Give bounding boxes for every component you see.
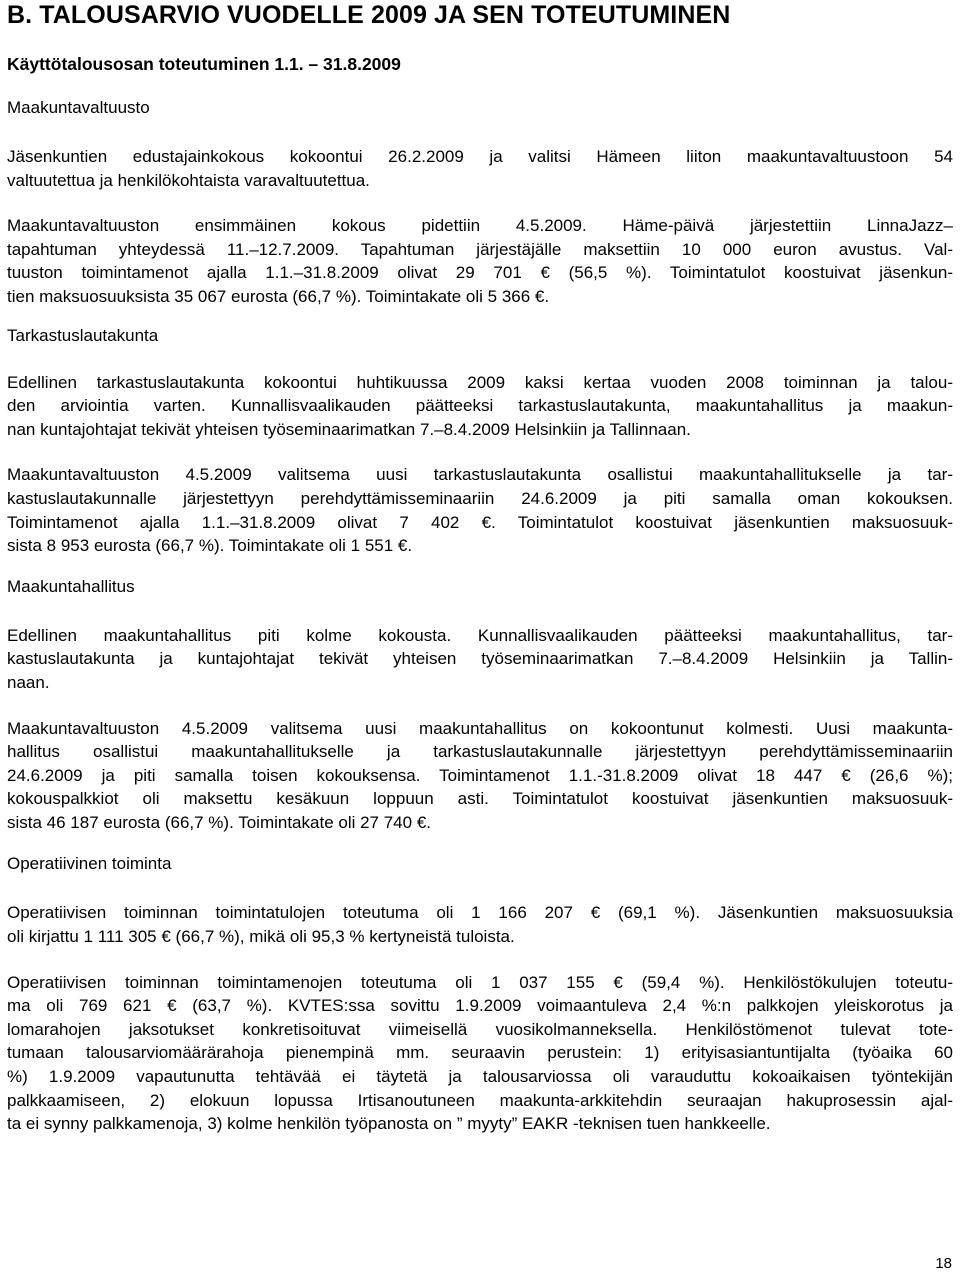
paragraph-line: kastuslautakunnalle järjestettyyn perehdyttämisseminaariin 24.6.2009 ja piti samalla oman kokouksen. xyxy=(7,488,953,508)
paragraph-line: hallitus osallistui maakuntahallitukselle ja tarkastuslautakunnalle järjestettyyn perehdyttämisseminaariin xyxy=(7,742,953,762)
paragraph xyxy=(7,145,953,192)
section-title: Tarkastuslautakunta xyxy=(7,325,159,345)
paragraph xyxy=(7,463,953,557)
paragraph-line: Jäsenkuntien edustajainkokous kokoontui 26.2.2009 ja valitsi Hämeen liiton maakuntavaltuustoon 54 xyxy=(7,147,953,166)
paragraph-line: 24.6.2009 ja piti samalla toisen kokouksensa. Toimintamenot 1.1.-31.8.2009 olivat 18 447 € (26,6 %); xyxy=(7,765,953,785)
page-heading: B. TALOUSARVIO VUODELLE 2009 JA SEN TOTEUTUMINEN xyxy=(7,1,731,29)
paragraph-line: tien maksuosuuksista 35 067 eurosta (66,7 %). Toimintakate oli 5 366 €. xyxy=(7,286,550,306)
paragraph-line: naan. xyxy=(7,672,50,692)
paragraph-line: valtuutettua ja henkilökohtaista varavaltuutettua. xyxy=(7,170,370,190)
paragraph-line: Edellinen tarkastuslautakunta kokoontui huhtikuussa 2009 kaksi kertaa vuoden 2008 toiminnan ja talou- xyxy=(7,372,953,392)
paragraph-line: tumaan talousarviomäärärahoja pienempinä mm. seuraavin perustein: 1) erityisasiantuntijalta (työaika 60 xyxy=(7,1043,953,1063)
paragraph-line: %) 1.9.2009 vapautunutta tehtävää ei täytetä ja talousarviossa oli varauduttu kokoaikaisen työntekijän xyxy=(7,1067,953,1087)
paragraph-line: kastuslautakunta ja kuntajohtajat tekivät yhteisen työseminaarimatkan 7.–8.4.2009 Helsinkiin ja Tallin- xyxy=(7,649,953,669)
paragraph-line: Operatiivisen toiminnan toimintamenojen toteutuma oli 1 037 155 € (59,4 %). Henkilöstökulujen toteutu- xyxy=(7,972,953,992)
paragraph-line: Edellinen maakuntahallitus piti kolme kokousta. Kunnallisvaalikauden päätteeksi maakuntahallitus, tar- xyxy=(7,625,953,645)
paragraph-line: nan kuntajohtajat tekivät yhteisen työseminaarimatkan 7.–8.4.2009 Helsinkiin ja Tallinnaan. xyxy=(7,419,691,439)
paragraph-line: tuuston toimintamenot ajalla 1.1.–31.8.2009 olivat 29 701 € (56,5 %). Toimintatulot koostuivat jäsenkun- xyxy=(7,263,953,283)
document-page xyxy=(7,0,953,1136)
section-title: Maakuntavaltuusto xyxy=(7,98,150,117)
paragraph-line: kokouspalkkiot oli maksettu kesäkuun loppuun asti. Toimintatulot koostuivat jäsenkuntien maksuosuuk- xyxy=(7,789,953,809)
paragraph xyxy=(7,901,953,948)
paragraph-line: sista 46 187 eurosta (66,7 %). Toimintakate oli 27 740 €. xyxy=(7,812,431,832)
paragraph-line: ma oli 769 621 € (63,7 %). KVTES:ssa sovittu 1.9.2009 voimaantuleva 2,4 %:n palkkojen yleiskorotus ja xyxy=(7,996,953,1016)
paragraph-line: Maakuntavaltuuston 4.5.2009 valitsema uusi tarkastuslautakunta osallistui maakuntahallitukselle ja tar- xyxy=(7,465,953,485)
document-body xyxy=(7,97,953,1136)
paragraph xyxy=(7,971,953,1136)
section-title: Maakuntahallitus xyxy=(7,576,135,596)
paragraph-line: lomarahojen jaksotukset konkretisoituvat viimeisellä vuosikolmanneksella. Henkilöstömenot tulevat tote- xyxy=(7,1019,953,1039)
paragraph-line: Operatiivisen toiminnan toimintatulojen toteutuma oli 1 166 207 € (69,1 %). Jäsenkuntien maksuosuuksia xyxy=(7,903,953,923)
paragraph-line: Toimintamenot ajalla 1.1.–31.8.2009 olivat 7 402 €. Toimintatulot koostuivat jäsenkuntien maksuosuuk- xyxy=(7,512,953,532)
paragraph-line: sista 8 953 eurosta (66,7 %). Toimintakate oli 1 551 €. xyxy=(7,536,413,556)
section-title: Operatiivinen toiminta xyxy=(7,854,172,874)
paragraph-line: tapahtuman yhteydessä 11.–12.7.2009. Tapahtuman järjestäjälle maksettiin 10 000 euron avustus. Val- xyxy=(7,239,953,259)
paragraph-line: palkkaamiseen, 2) elokuun lopussa Irtisanoutuneen maakunta-arkkitehdin seuraajan hakuprosessin ajal- xyxy=(7,1090,953,1110)
paragraph xyxy=(7,214,953,308)
paragraph xyxy=(7,371,953,442)
paragraph xyxy=(7,717,953,835)
paragraph-line: den arviointia varten. Kunnallisvaalikauden päätteeksi tarkastuslautakunta, maakuntahallitus ja maakun- xyxy=(7,396,953,416)
page-subheading: Käyttötalousosan toteutuminen 1.1. – 31.8.2009 xyxy=(7,54,401,74)
paragraph-line: ta ei synny palkkamenoja, 3) kolme henkilön työpanosta on ” myyty” EAKR -teknisen tuen hankkeelle. xyxy=(7,1114,771,1134)
page-number: 18 xyxy=(935,1255,952,1272)
paragraph-line: Maakuntavaltuuston ensimmäinen kokous pidettiin 4.5.2009. Häme-päivä järjestettiin LinnaJazz– xyxy=(7,216,953,236)
paragraph-line: Maakuntavaltuuston 4.5.2009 valitsema uusi maakuntahallitus on kokoontunut kolmesti. Uusi maakunta- xyxy=(7,718,953,738)
paragraph-line: oli kirjattu 1 111 305 € (66,7 %), mikä oli 95,3 % kertyneistä tuloista. xyxy=(7,927,515,947)
paragraph xyxy=(7,624,953,695)
